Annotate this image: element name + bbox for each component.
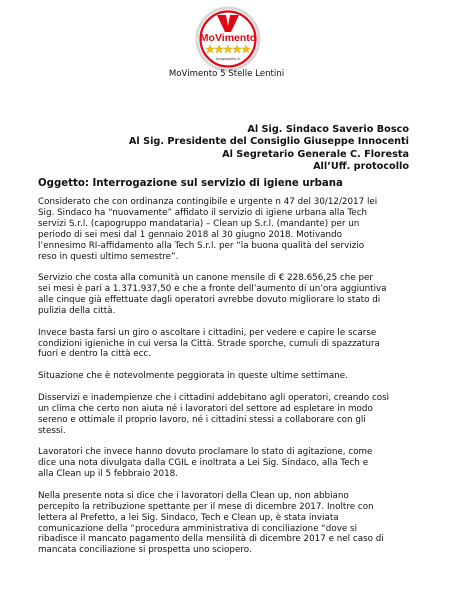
body-line: lettera al Prefetto, a lei Sig. Sindaco, Tech e Clean up, è stata inviata	[38, 512, 339, 523]
body-line: Nella presente nota si dice che i lavoratori della Clean up, non abbiano	[38, 490, 349, 501]
letter-body	[38, 197, 418, 567]
body-line: stessi.	[38, 425, 66, 436]
addressees-block	[129, 124, 409, 173]
body-line: comunicazione della “procedura amministrativa di conciliazione “dove si	[38, 523, 358, 534]
body-line: Considerato che con ordinanza contingibile e urgente n 47 del 30/12/2017 lei	[38, 197, 378, 207]
movimento-5-stelle-logo	[190, 6, 266, 78]
addressee-line: All’Uff. protocollo	[313, 160, 409, 172]
body-line: Lavoratori che invece hanno dovuto proclamare lo stato di agitazione, come	[38, 447, 373, 458]
body-line: dice una nota divulgata dalla CGIL e inoltrata a Lei Sig. Sindaco, alla Tech e	[38, 458, 369, 469]
body-line: mancata conciliazione si prospetta uno sciopero.	[38, 545, 252, 556]
body-line: Disservizi e inadempienze che i cittadini addebitano agli operatori, creando così	[38, 392, 390, 403]
org-name: MoVimento 5 Stelle Lentini	[168, 69, 285, 79]
body-line: sei mesi è pari a 1.371.937,50 e che a fronte dell’aumento di un’ora aggiuntiva	[38, 284, 387, 295]
body-line: condizioni igieniche in cui versa la Città. Strade sporche, cumuli di spazzatura	[38, 338, 380, 349]
subject-line: Oggetto: Interrogazione sul servizio di igiene urbana	[38, 178, 343, 189]
body-line: l’ennesimo RI-affidamento alla Tech S.r.l. per “la buona qualità del servizio	[38, 240, 365, 251]
body-line: fuori e dentro la città ecc.	[38, 349, 152, 360]
body-line: reso in questi ultimo semestre”.	[38, 251, 179, 262]
body-line: pulizia della città.	[38, 305, 116, 316]
body-line: alle cinque già effettuate dagli operatori avrebbe dovuto migliorare lo stato di	[38, 295, 381, 306]
addressee-line: Al Sig. Presidente del Consiglio Giuseppe Innocenti	[128, 136, 409, 148]
body-line: Sig. Sindaco ha “nuovamente” affidato il servizio di igiene urbana alla Tech	[38, 207, 368, 218]
body-paragraph	[38, 371, 418, 382]
body-line: Situazione che è notevolmente peggiorata in queste ultime settimane.	[38, 371, 348, 382]
body-line: Invece basta farsi un giro o ascoltare i cittadini, per vedere e capire le scarse	[38, 327, 377, 338]
body-line: Servizio che costa alla comunità un canone mensile di € 228.656,25 che per	[38, 273, 374, 284]
body-paragraph	[38, 393, 418, 437]
addressee-line: Al Sig. Sindaco Saverio Bosco	[247, 124, 409, 135]
body-line: servizi S.r.l. (capogruppo mandataria) – Clean up S.r.l. (mandante) per un	[38, 218, 360, 229]
logo-url-text: beppegrillo.it	[216, 57, 240, 61]
body-line: periodo di sei mesi dal 1 gennaio 2018 al 30 giugno 2018. Motivando	[38, 229, 342, 240]
body-line: sereno e ottimale il proprio lavoro, né i cittadini stessi a collaborare con gli	[38, 414, 366, 425]
logo-wordmark: MoVimento	[199, 32, 257, 44]
body-line: percepito la retribuzione spettante per il mese di dicembre 2017. Inoltre con	[38, 501, 374, 512]
body-paragraph	[38, 447, 418, 480]
body-paragraph	[38, 491, 418, 556]
body-line: alla Clean up il 5 febbraio 2018.	[38, 469, 178, 480]
body-line: un clima che certo non aiuta né i lavoratori del settore ad espletare in modo	[38, 403, 373, 414]
body-paragraph	[38, 273, 418, 317]
body-paragraph	[38, 197, 418, 262]
addressee-line: Al Segretario Generale C. Floresta	[222, 148, 409, 160]
body-paragraph	[38, 328, 418, 361]
body-line: ribadisce il mancato pagamento della mensilità di dicembre 2017 e nel caso di	[38, 534, 384, 545]
movimento-5-stelle-logo-icon	[190, 6, 266, 72]
